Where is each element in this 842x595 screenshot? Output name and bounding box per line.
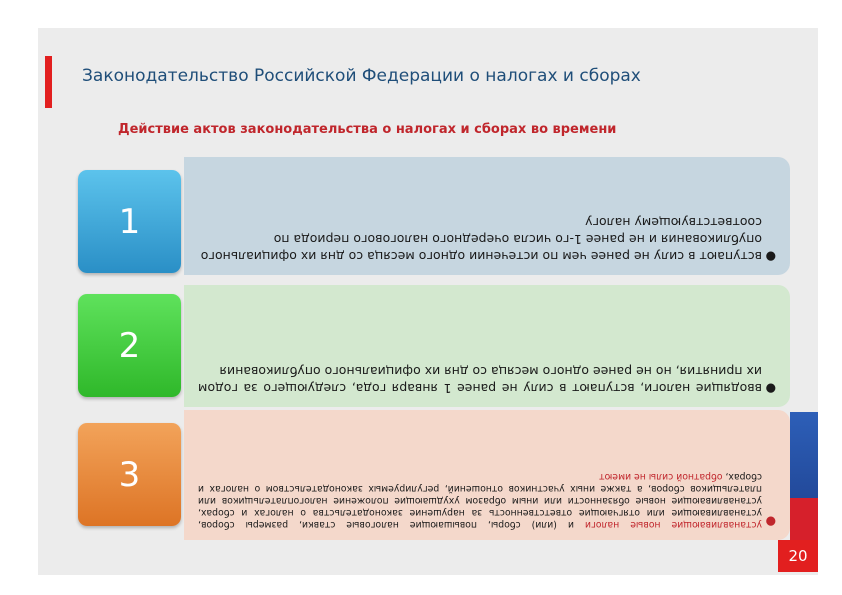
flag-decoration <box>790 412 818 540</box>
slide-title: Законодательство Российской Федерации о налогах и сборах <box>82 66 641 86</box>
item-panel-3 <box>184 410 790 540</box>
number-tile-1: 1 <box>78 170 181 273</box>
bullet-icon: ● <box>765 250 776 264</box>
item-text-1: вступают в силу не ранее чем по истечении одного месяца со дня их официального опубликования и не ранее 1-го числа очередного налогового периода по соответствующему налогу <box>200 215 762 264</box>
accent-bar <box>45 56 52 108</box>
number-tile-2: 2 <box>78 294 181 397</box>
item-text-3 <box>198 470 762 530</box>
bullet-icon: ● <box>765 515 776 529</box>
item-text-2: вводящие налоги, вступают в силу не ранее 1 января года, следующего за годом их принятия, но не ранее одного месяца со дня их официального опубликования <box>198 364 762 396</box>
bullet-icon: ● <box>765 382 776 396</box>
flag-red-strip <box>790 498 818 540</box>
number-tile-3: 3 <box>78 423 181 526</box>
item-text-3-body: и (или) сборы, повышающие налоговые ставки, размеры сборов, устанавливающие или отягчающие ответственность за нарушение законодательства о налогах и сборах, устанавливающие новые обязанности или иным образом ухудшающие положение налогоплательщиков или плательщиков сборов, а также иных участников отношений, регулируемых законодательством о налогах и сборах, <box>198 471 762 530</box>
item-panel-2 <box>184 285 790 407</box>
slide-subtitle: Действие актов законодательства о налогах и сборах во времени <box>118 122 617 137</box>
item-text-3-highlight-end: обратной силы не имеют <box>599 471 723 482</box>
item-text-3-highlight-start: устанавливающие новые налоги <box>584 519 762 530</box>
page-number: 20 <box>778 540 818 572</box>
item-panel-1 <box>184 157 790 275</box>
